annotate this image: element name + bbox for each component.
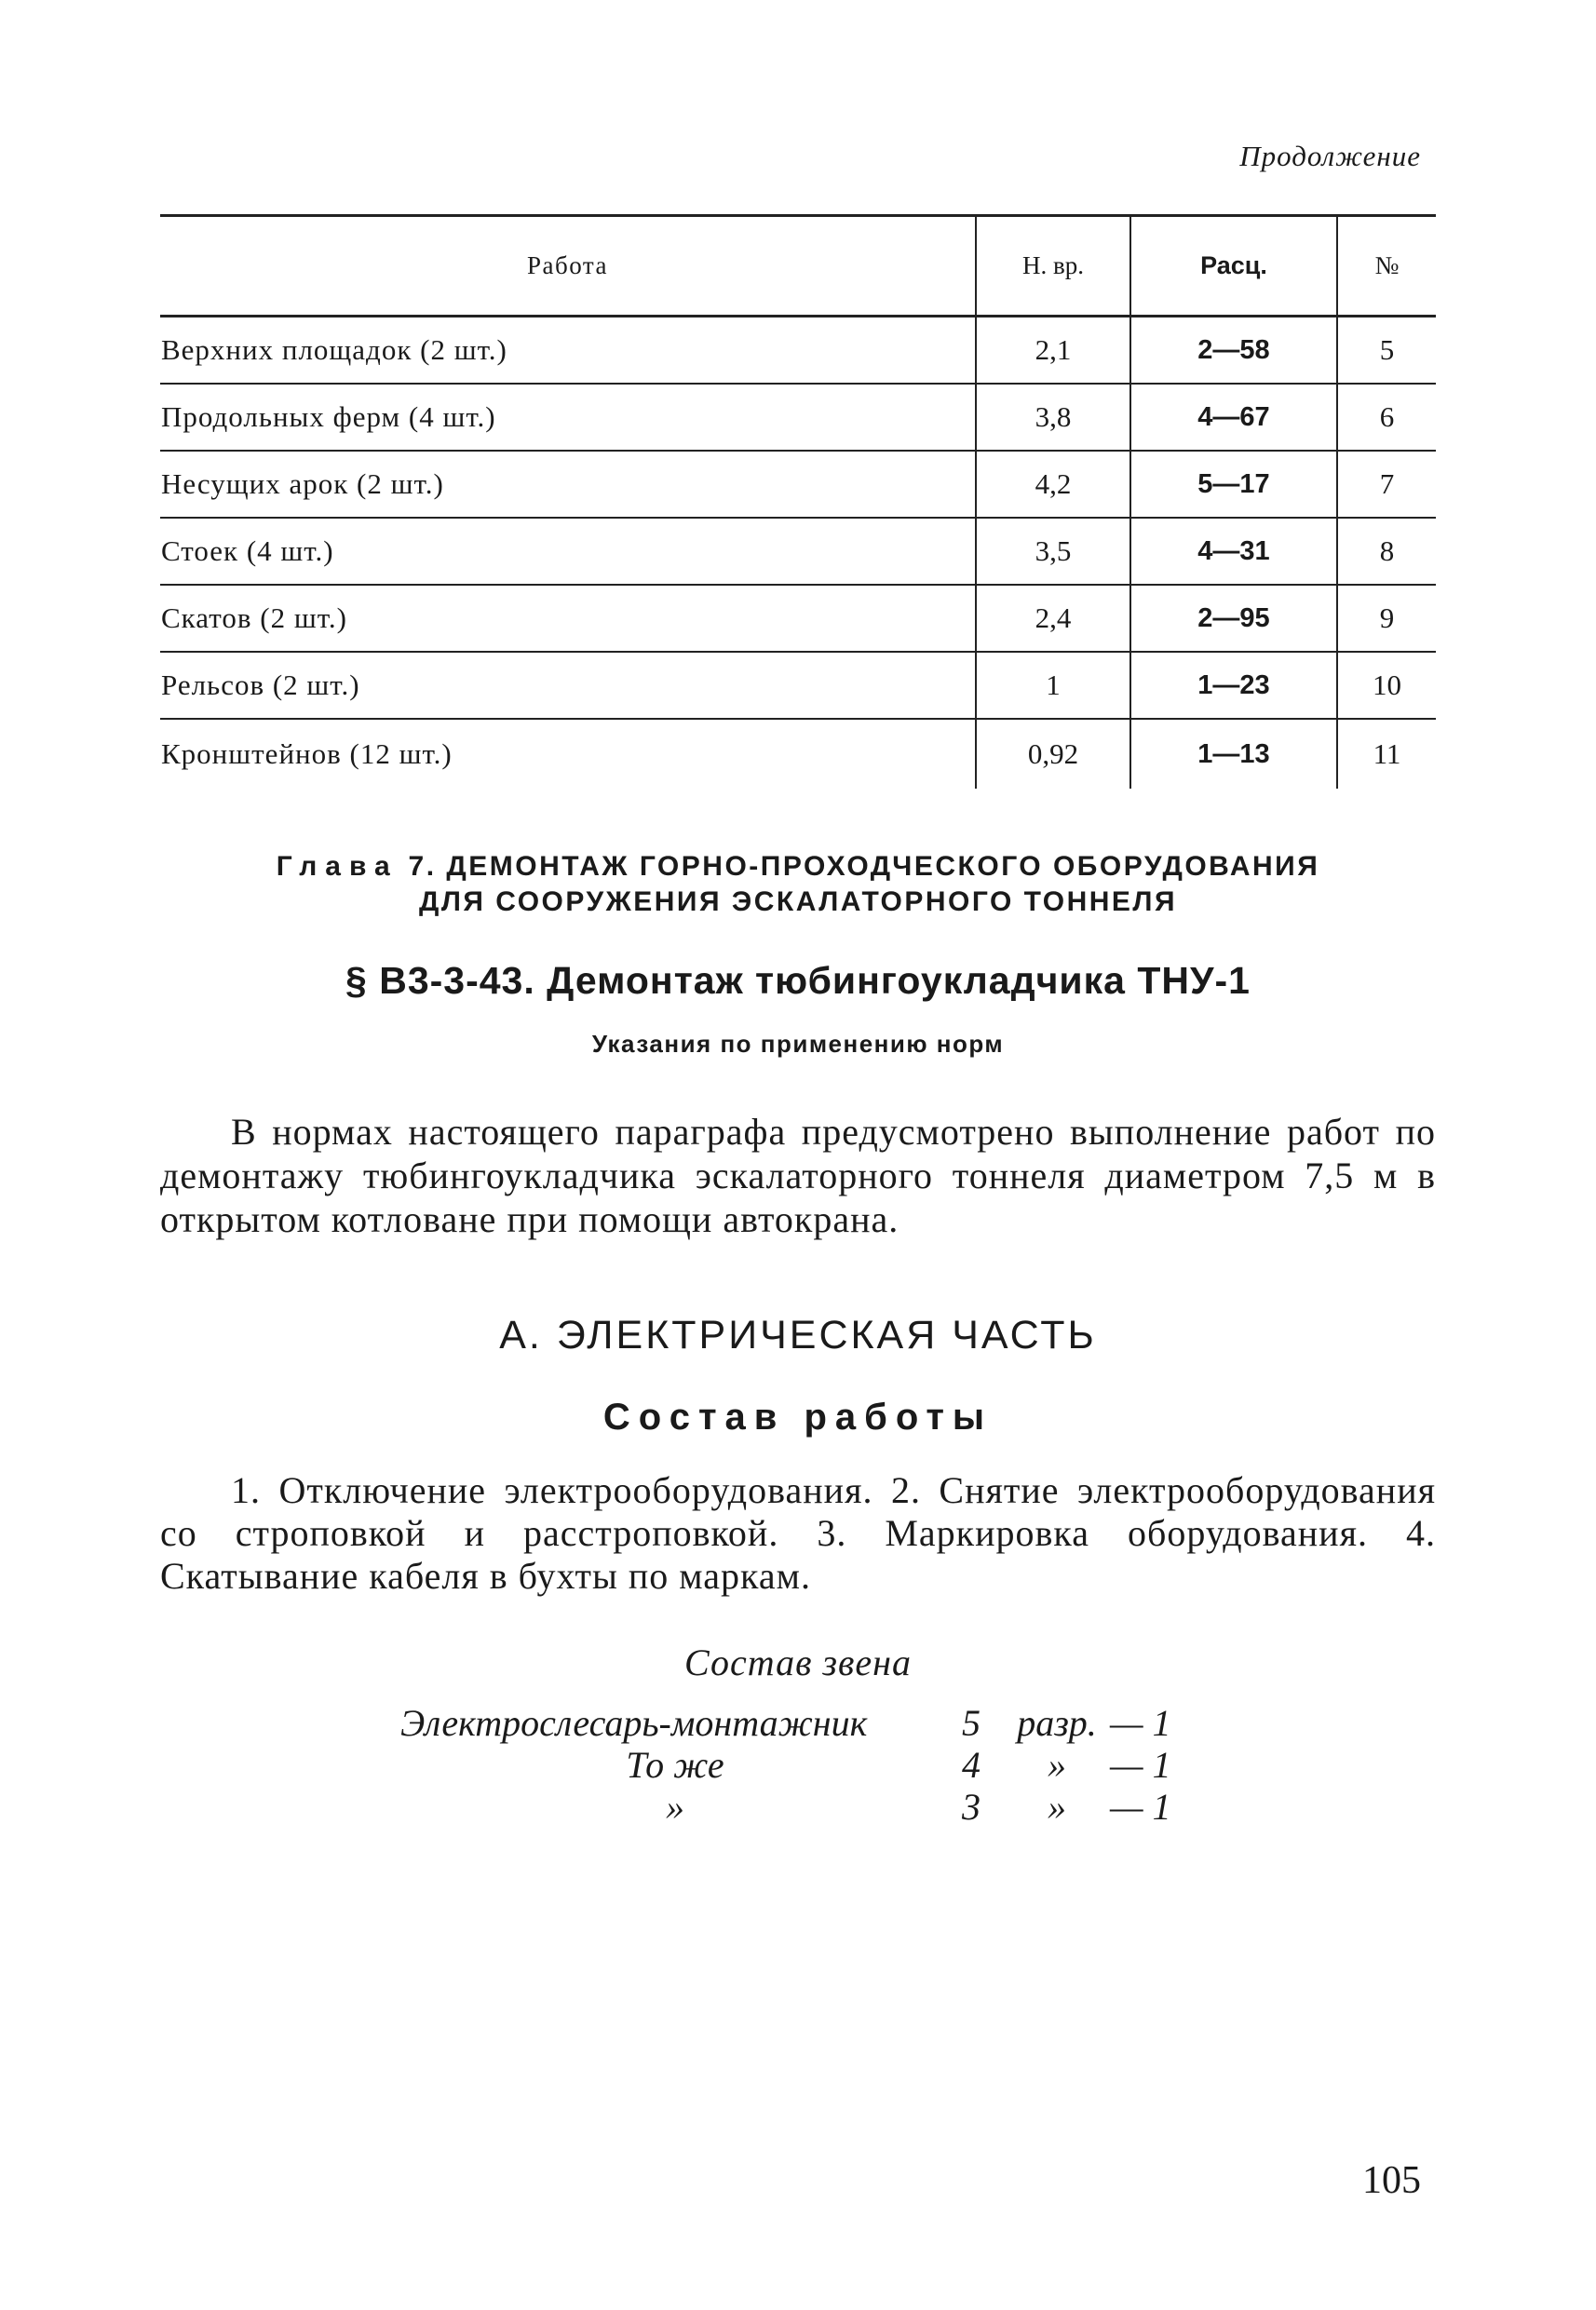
crew-row <box>400 1702 1238 1744</box>
chapter-title-line-1: 7. ДЕМОНТАЖ ГОРНО-ПРОХОДЧЕСКОГО ОБОРУДОВАНИЯ <box>408 851 1320 882</box>
rate-cell: 2—95 <box>1130 585 1337 652</box>
table-row <box>160 652 1436 719</box>
column-header-rate: Расц. <box>1130 216 1337 317</box>
intro-paragraph: В нормах настоящего параграфа предусмотрено выполнение работ по демонтажу тюбингоукладчика эскалаторного тоннеля диаметром 7,5 м в открытом котловане при помощи автокрана. <box>160 1111 1436 1240</box>
crew-grade: 5 <box>962 1702 981 1744</box>
crew-unit: разр. <box>1017 1702 1097 1744</box>
rate-cell: 1—23 <box>1130 652 1337 719</box>
time-cell: 0,92 <box>976 719 1130 789</box>
work-cell: Кронштейнов (12 шт.) <box>161 737 453 770</box>
table-row <box>160 518 1436 585</box>
chapter-heading-line-1 <box>160 849 1436 885</box>
work-cell: Скатов (2 шт.) <box>160 585 976 652</box>
crew-count: — 1 <box>1110 1786 1171 1828</box>
number-cell: 8 <box>1337 518 1436 585</box>
chapter-heading <box>160 849 1436 920</box>
work-composition-text: 1. Отключение электрооборудования. 2. Снятие электрооборудования со строповкой и расстроповкой. 3. Маркировка оборудования. 4. Скатывание кабеля в бухты по маркам. <box>160 1469 1436 1597</box>
rate-cell: 4—31 <box>1130 518 1337 585</box>
crew-role: Электрослесарь-монтажник <box>400 1702 868 1744</box>
table-row <box>160 719 1436 789</box>
rate-cell: 5—17 <box>1130 451 1337 518</box>
column-header-work: Работа <box>160 216 976 317</box>
table-row <box>160 451 1436 518</box>
crew-count: — 1 <box>1110 1744 1171 1786</box>
section-title: § В3-3-43. Демонтаж тюбингоукладчика ТНУ-1 <box>345 959 1251 1002</box>
time-cell: 1 <box>976 652 1130 719</box>
number-cell: 5 <box>1337 317 1436 385</box>
work-cell: Продольных ферм (4 шт.) <box>160 384 976 451</box>
work-cell: Стоек (4 шт.) <box>160 518 976 585</box>
time-cell: 4,2 <box>976 451 1130 518</box>
time-cell: 2,1 <box>976 317 1130 385</box>
crew-unit: » <box>1048 1786 1066 1828</box>
table-header-row <box>160 216 1436 317</box>
crew-unit: » <box>1048 1744 1066 1786</box>
time-cell: 3,5 <box>976 518 1130 585</box>
part-a-heading: А. ЭЛЕКТРИЧЕСКАЯ ЧАСТЬ <box>499 1313 1097 1358</box>
work-composition-heading: Состав работы <box>602 1397 994 1438</box>
crew-role: То же <box>626 1744 724 1786</box>
crew-role: » <box>666 1786 684 1828</box>
work-cell: Верхних площадок (2 шт.) <box>160 317 976 385</box>
time-cell: 2,4 <box>976 585 1130 652</box>
rate-cell: 1—13 <box>1130 719 1337 789</box>
number-cell: 9 <box>1337 585 1436 652</box>
table-row <box>160 317 1436 385</box>
rate-cell: 4—67 <box>1130 384 1337 451</box>
table-row <box>160 384 1436 451</box>
crew-row <box>400 1786 1238 1828</box>
instructions-heading: Указания по применению норм <box>591 1030 1005 1058</box>
number-cell: 10 <box>1337 652 1436 719</box>
crew-count: — 1 <box>1110 1702 1171 1744</box>
table-row <box>160 585 1436 652</box>
work-cell: Рельсов (2 шт.) <box>160 652 976 719</box>
crew-row <box>400 1744 1238 1786</box>
crew-list <box>400 1702 1238 1828</box>
column-header-time: Н. вр. <box>976 216 1130 317</box>
crew-grade: 3 <box>962 1786 981 1828</box>
work-cell: Несущих арок (2 шт.) <box>160 451 976 518</box>
rate-cell: 2—58 <box>1130 317 1337 385</box>
crew-grade: 4 <box>962 1744 981 1786</box>
number-cell: 7 <box>1337 451 1436 518</box>
continuation-label: Продолжение <box>1239 140 1421 172</box>
number-cell: 6 <box>1337 384 1436 451</box>
crew-heading: Состав звена <box>683 1641 912 1683</box>
norms-table <box>160 214 1436 789</box>
number-cell: 11 <box>1337 719 1436 789</box>
time-cell: 3,8 <box>976 384 1130 451</box>
column-header-number: № <box>1337 216 1436 317</box>
chapter-lead: Глава <box>276 851 399 882</box>
chapter-title-line-2: ДЛЯ СООРУЖЕНИЯ ЭСКАЛАТОРНОГО ТОННЕЛЯ <box>418 886 1178 917</box>
page-number: 105 <box>1362 2159 1421 2202</box>
